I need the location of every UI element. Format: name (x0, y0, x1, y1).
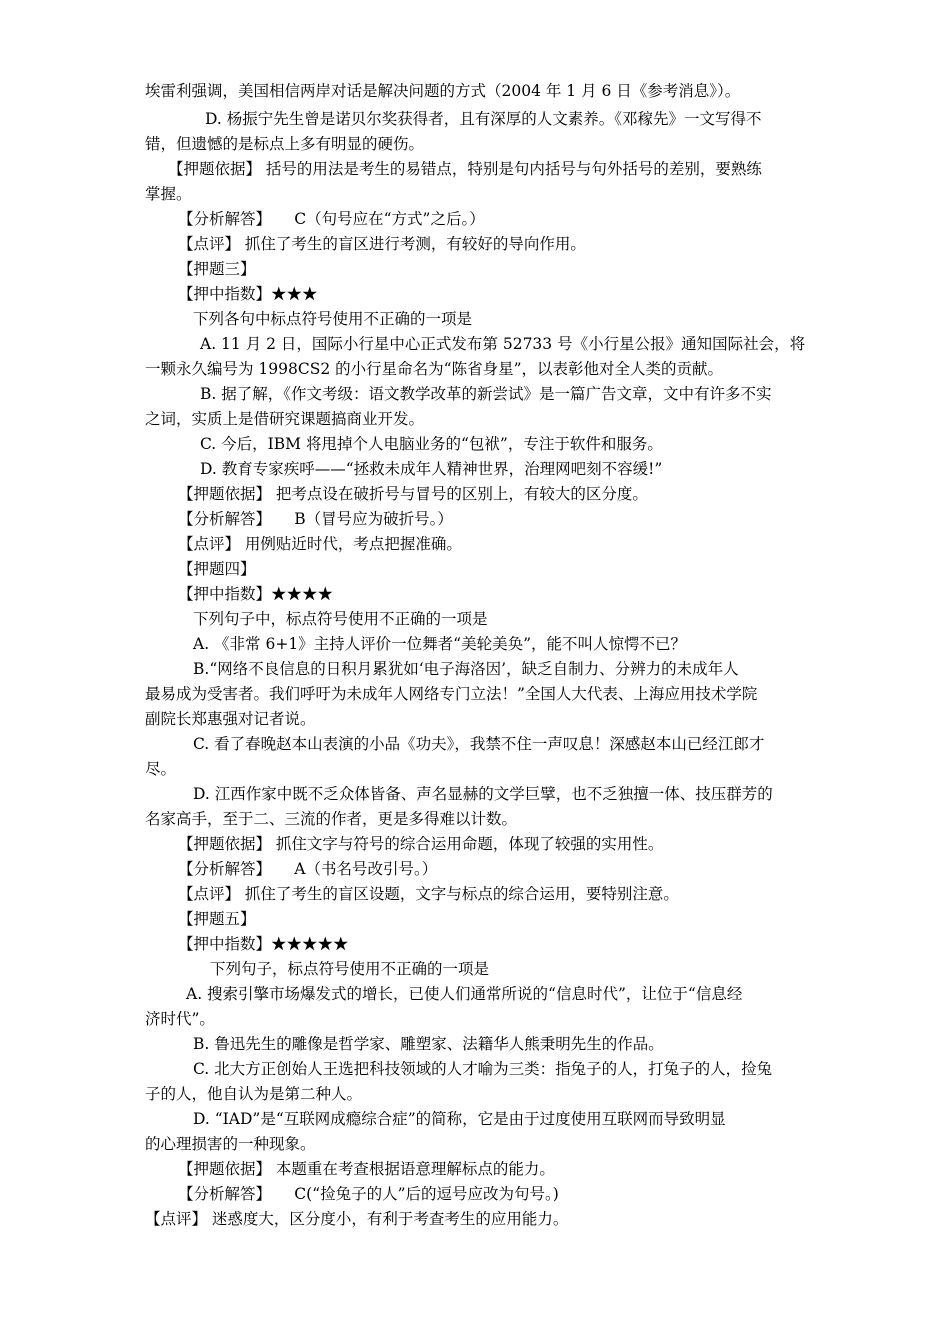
text-line: 【点评】 用例贴近时代，考点把握准确。 (178, 535, 462, 553)
text-line: 掌握。 (145, 185, 192, 203)
text-line: 一颗永久编号为 1998CS2 的小行星命名为“陈省身星”，以表彰他对全人类的贡献。 (145, 360, 723, 378)
text-line: D. 江西作家中既不乏众体皆备、声名显赫的文学巨擘，也不乏独擅一体、技压群芳的 (193, 785, 773, 803)
text-line: 济时代”。 (145, 1010, 215, 1028)
text-line: A. 《非常 6+1》主持人评价一位舞者“美轮美奂”，能不叫人惊愕不已？ (193, 635, 687, 653)
text-line: B.“网络不良信息的日积月累犹如‘电子海洛因’，缺乏自制力、分辨力的未成年人 (193, 660, 739, 678)
section-heading: 【押题四】 (178, 560, 256, 578)
text-line: 最易成为受害者。我们呼吁为未成年人网络专门立法！”全国人大代表、上海应用技术学院 (145, 685, 758, 703)
text-line: 错，但遗憾的是标点上多有明显的硬伤。 (145, 135, 425, 153)
section-heading: 【押题三】 (178, 260, 256, 278)
text-line: D. “IAD”是“互联网成瘾综合症”的简称，它是由于过度使用互联网而导致明显 (193, 1110, 726, 1128)
rating-line: 【押中指数】★★★★★ (178, 935, 349, 953)
text-line: 【分析解答】 C(“捡兔子的人”后的逗号应改为句号。) (178, 1185, 559, 1203)
text-line: C. 今后，IBM 将甩掉个人电脑业务的“包袱”，专注于软件和服务。 (200, 435, 663, 453)
text-line: 尽。 (145, 760, 177, 778)
text-line: 副院长郑惠强对记者说。 (145, 710, 316, 728)
text-line: 【点评】 迷惑度大，区分度小，有利于考查考生的应用能力。 (145, 1210, 569, 1228)
text-line: 【押题依据】 括号的用法是考生的易错点，特别是句内括号与句外括号的差别，要熟练 (168, 160, 762, 178)
text-line: B. 据了解，《作文考级：语文教学改革的新尝试》是一篇广告文章，文中有许多不实 (200, 385, 772, 403)
rating-line: 【押中指数】★★★ (178, 285, 318, 303)
text-line: B. 鲁迅先生的雕像是哲学家、雕塑家、法籍华人熊秉明先生的作品。 (193, 1035, 664, 1053)
text-line: 【分析解答】 A（书名号改引号。） (178, 860, 438, 878)
text-line: 的心理损害的一种现象。 (145, 1135, 316, 1153)
text-line: 子的人，他自认为是第二种人。 (145, 1085, 363, 1103)
text-line: 【押题依据】 把考点设在破折号与冒号的区别上，有较大的区分度。 (178, 485, 648, 503)
text-line: 【押题依据】 本题重在考查根据语意理解标点的能力。 (178, 1160, 555, 1178)
text-line: 下列句子中，标点符号使用不正确的一项是 (193, 610, 488, 628)
text-line: A. 搜索引擎市场爆发式的增长，已使人们通常所说的“信息时代”，让位于“信息经 (186, 985, 743, 1003)
text-line: A. 11 月 2 日，国际小行星中心正式发布第 52733 号《小行星公报》通知国际社会，将 (200, 335, 806, 353)
text-line: 【分析解答】 B（冒号应为破折号。） (178, 510, 453, 528)
text-line: D. 教育专家疾呼——“拯救未成年人精神世界，治理网吧刻不容缓!” (200, 460, 663, 478)
rating-line: 【押中指数】★★★★ (178, 585, 334, 603)
text-line: 之词，实质上是借研究课题搞商业开发。 (145, 410, 425, 428)
section-heading: 【押题五】 (178, 910, 256, 928)
text-line: 【押题依据】 抓住文字与符号的综合运用命题，体现了较强的实用性。 (178, 835, 664, 853)
text-line: 下列句子，标点符号使用不正确的一项是 (210, 960, 490, 978)
text-line: 名家高手，至于二、三流的作者，更是多得难以计数。 (145, 810, 518, 828)
text-line: 埃雷利强调，美国相信两岸对话是解决问题的方式（2004 年 1 月 6 日《参考消息》）。 (145, 82, 741, 100)
text-line: D. 杨振宁先生曾是诺贝尔奖获得者，且有深厚的人文素养。《邓稼先》一文写得不 (205, 110, 762, 128)
text-line: C. 看了春晚赵本山表演的小品《功夫》，我禁不住一声叹息！深感赵本山已经江郎才 (193, 735, 765, 753)
text-line: 【点评】 抓住了考生的盲区设题，文字与标点的综合运用，要特别注意。 (178, 885, 679, 903)
text-line: 【点评】 抓住了考生的盲区进行考测，有较好的导向作用。 (178, 235, 586, 253)
text-line: C. 北大方正创始人王选把科技领域的人才喻为三类：指兔子的人，打兔子的人，捡兔 (193, 1060, 773, 1078)
text-line: 【分析解答】 C（句号应在“方式”之后。） (178, 210, 485, 228)
text-line: 下列各句中标点符号使用不正确的一项是 (193, 310, 473, 328)
